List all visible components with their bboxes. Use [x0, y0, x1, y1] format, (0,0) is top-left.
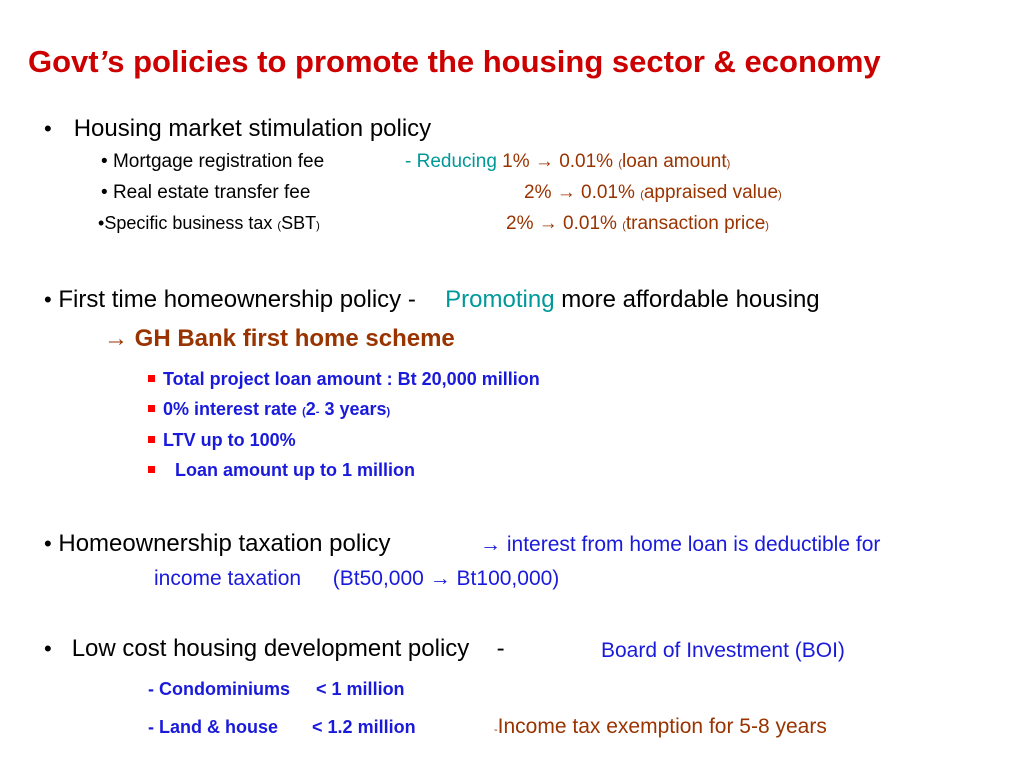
- scheme-item-interest: [148, 400, 390, 418]
- section3-heading-row: [44, 532, 391, 556]
- condo-value: < 1 million: [316, 679, 405, 699]
- rate-basis: loan amount: [622, 151, 727, 172]
- section4-heading-row: [44, 637, 505, 661]
- paren-open: (: [277, 220, 282, 232]
- land-house-row: [148, 718, 416, 736]
- old-rate: 2%: [506, 213, 534, 234]
- section1-heading: Housing market stimulation policy: [73, 115, 432, 142]
- years-a: 2: [305, 399, 316, 419]
- section3-desc-line2: [154, 568, 559, 589]
- dash: -: [494, 724, 498, 736]
- reducing-label: - Reducing: [405, 151, 497, 172]
- land-value: < 1.2 million: [312, 717, 416, 737]
- bullet: •: [44, 636, 52, 661]
- arrow-right-icon: →: [534, 151, 554, 172]
- section1-item-mortgage: [101, 152, 324, 171]
- paren-open: (: [618, 158, 623, 170]
- paren-close: ): [778, 189, 782, 201]
- rate-basis: transaction price: [625, 213, 766, 234]
- scheme-item-text: 0% interest rate: [163, 399, 298, 419]
- condo-row: [148, 680, 405, 698]
- bullet: •: [101, 151, 108, 172]
- scheme-item-text: Loan amount up to 1 million: [175, 460, 415, 480]
- square-bullet-icon: [148, 375, 155, 382]
- section3-heading: Homeownership taxation policy: [58, 530, 391, 557]
- title-part2: s policies to promote the housing sector & economy: [107, 44, 881, 79]
- years-b: 3 years: [324, 399, 387, 419]
- section2-heading-rest: more affordable housing: [561, 286, 820, 313]
- paren-close: ): [386, 406, 391, 418]
- scheme-item-text: Total project loan amount : Bt 20,000 million: [163, 369, 540, 389]
- scheme-item-text: LTV up to 100%: [163, 430, 296, 450]
- section1-item-sbt: [98, 214, 320, 232]
- land-label: - Land & house: [148, 717, 278, 737]
- desc-text: interest from home loan is deductible for: [506, 533, 881, 556]
- dash: -: [315, 406, 320, 418]
- desc-text-a: income taxation: [154, 567, 302, 590]
- square-bullet-icon: [148, 436, 155, 443]
- paren-close: ): [726, 158, 731, 170]
- paren-open: (: [640, 189, 644, 201]
- tax-exemption-row: [494, 716, 827, 737]
- sbt-abbr: SBT: [281, 213, 317, 233]
- section1-item-mortgage-change: [405, 152, 730, 171]
- scheme-row: [104, 327, 455, 351]
- tax-exemption-text: Income tax exemption for 5-8 years: [497, 715, 827, 738]
- paren-open: (: [622, 220, 626, 232]
- condo-label: - Condominiums: [148, 679, 290, 699]
- boi-label: Board of Investment (BOI): [601, 639, 845, 662]
- arrow-right-icon: →: [429, 567, 451, 590]
- paren-open: (: [302, 406, 306, 418]
- section3-desc-line1: [480, 534, 880, 555]
- section4-heading: Low cost housing development policy: [71, 635, 470, 662]
- scheme-item-total-loan: [148, 370, 540, 388]
- arrow-right-icon: →: [104, 325, 128, 352]
- arrow-right-icon: →: [538, 213, 558, 234]
- desc-text-b: (Bt50,000: [332, 567, 424, 590]
- promoting-word: Promoting: [445, 286, 555, 313]
- item-label: Mortgage registration fee: [112, 151, 325, 172]
- new-rate: 0.01%: [563, 213, 617, 234]
- scheme-item-ltv: [148, 431, 296, 449]
- old-rate: 2%: [524, 182, 552, 203]
- new-rate: 0.01%: [581, 182, 635, 203]
- dash: -: [496, 635, 505, 662]
- bullet: •: [44, 116, 52, 141]
- section2-heading: First time homeownership policy -: [58, 286, 416, 313]
- scheme-item-loan-amount: [148, 461, 415, 479]
- desc-text-c: Bt100,000): [456, 567, 560, 590]
- square-bullet-icon: [148, 466, 155, 473]
- bullet: •: [44, 531, 52, 556]
- section1-item-transfer: [101, 183, 310, 202]
- old-rate: 1%: [502, 151, 530, 172]
- item-label: Real estate transfer fee: [112, 182, 311, 203]
- section1-heading-row: [44, 117, 431, 141]
- title-part1: Govt: [28, 44, 99, 79]
- item-label: Specific business tax: [104, 213, 273, 233]
- square-bullet-icon: [148, 405, 155, 412]
- bullet: •: [44, 287, 52, 312]
- title-apostrophe: ’: [98, 44, 108, 79]
- slide-title: [28, 46, 881, 77]
- paren-close: ): [765, 220, 769, 232]
- arrow-right-icon: →: [556, 182, 576, 203]
- scheme-title: GH Bank first home scheme: [134, 325, 455, 352]
- rate-basis: appraised value: [643, 182, 779, 203]
- bullet: •: [98, 213, 105, 233]
- new-rate: 0.01%: [559, 151, 614, 172]
- section1-item-transfer-change: [524, 183, 782, 202]
- bullet: •: [101, 182, 108, 203]
- section2-heading-row: [44, 288, 820, 312]
- section1-item-sbt-change: [506, 214, 769, 233]
- paren-close: ): [316, 220, 320, 232]
- arrow-right-icon: →: [480, 533, 501, 556]
